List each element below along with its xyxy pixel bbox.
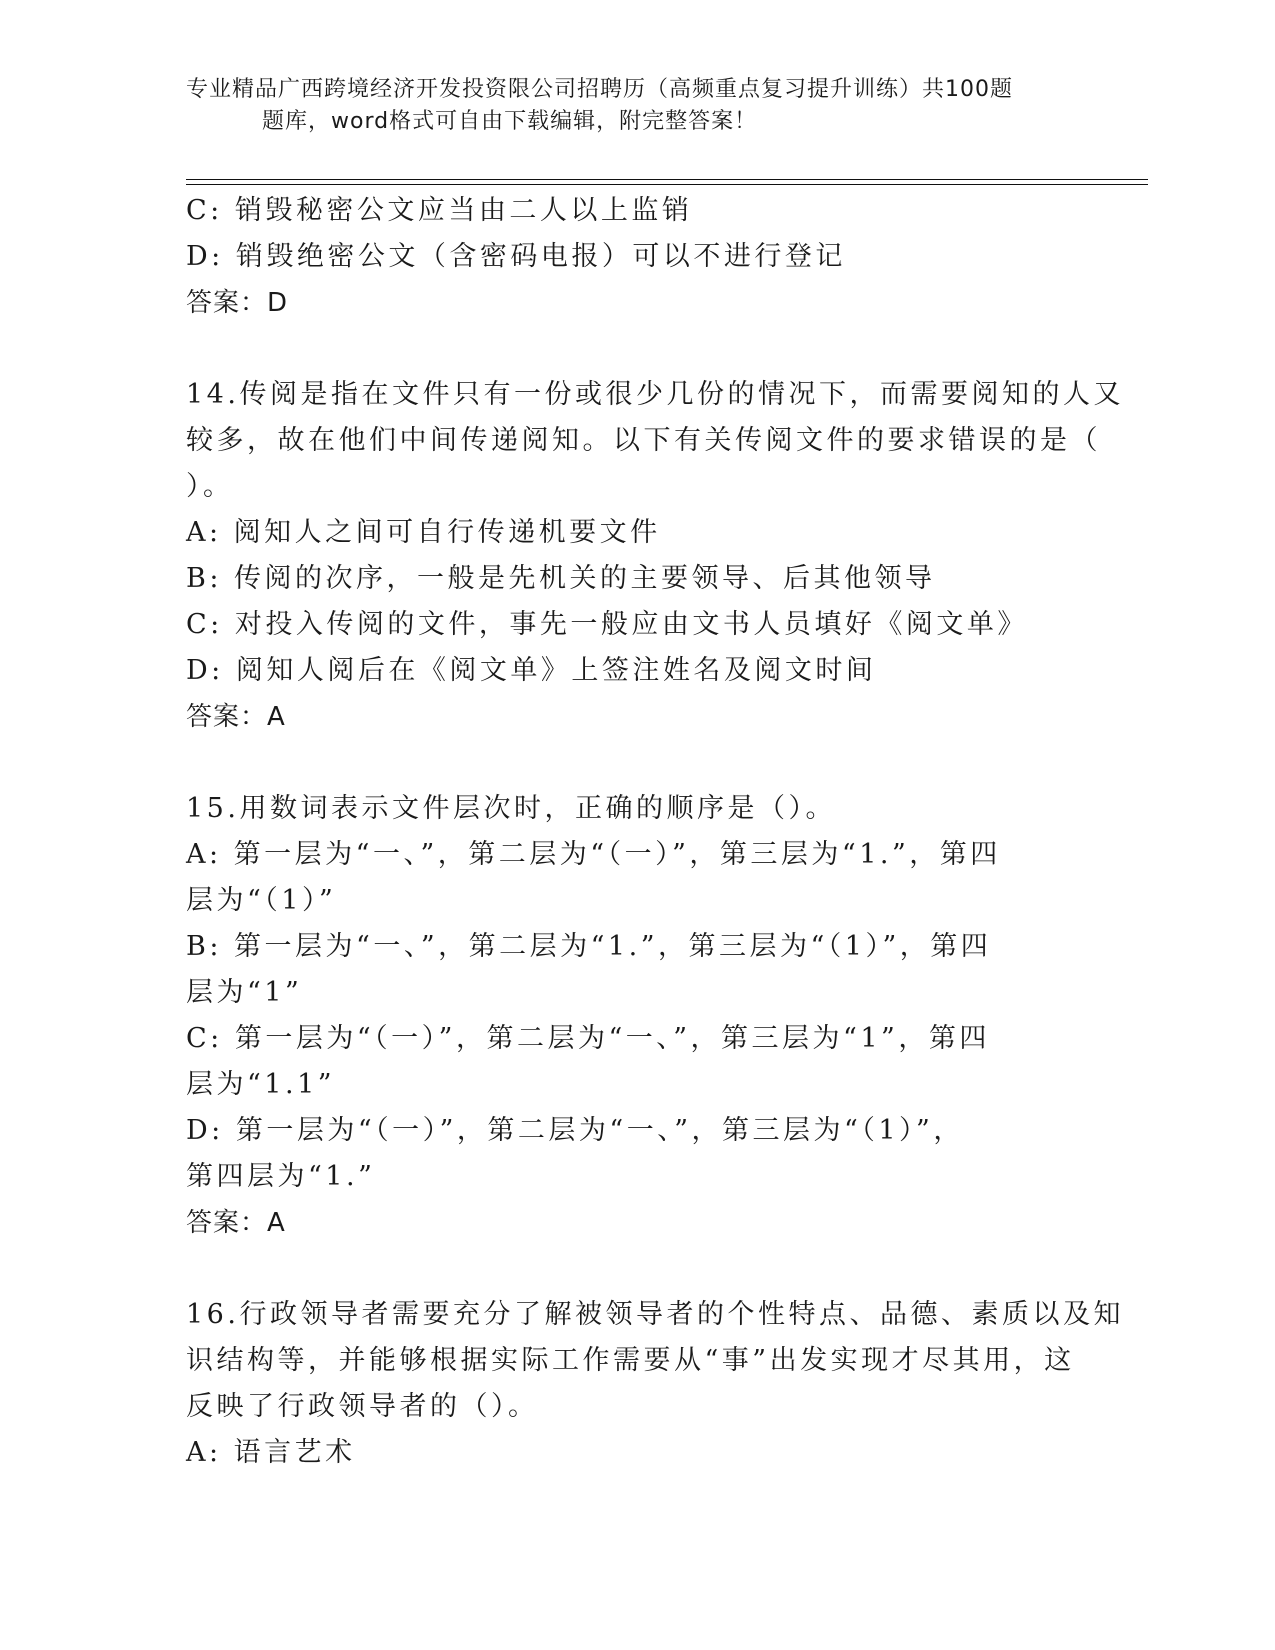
q15-option-a-line-1: A: 第一层为“一、”，第二层为“（一）”，第三层为“1.”，第四: [186, 839, 1001, 870]
header-divider-top: [186, 179, 1148, 180]
q16-option-a: A: 语言艺术: [186, 1437, 356, 1468]
q16-stem-line-1: 16.行政领导者需要充分了解被领导者的个性特点、品德、素质以及知: [186, 1299, 1124, 1330]
q14-option-c: C: 对投入传阅的文件，事先一般应由文书人员填好《阅文单》: [186, 609, 1028, 640]
document-body: [186, 188, 1124, 1476]
question-spacer: [186, 1246, 1086, 1292]
q15-option-b-line-1: B: 第一层为“一、”，第二层为“1.”，第三层为“（1）”，第四: [186, 931, 992, 962]
q14-option-a: A: 阅知人之间可自行传递机要文件: [186, 517, 661, 548]
q15-option-a-line-2: 层为“（1）”: [186, 885, 337, 916]
header-title-line-2: 题库，word格式可自由下载编辑，附完整答案！: [262, 109, 758, 134]
header-title-line-1: 专业精品广西跨境经济开发投资限公司招聘历（高频重点复习提升训练）共100题: [186, 77, 1013, 102]
q15-option-c-line-1: C: 第一层为“（一）”，第二层为“一、”，第三层为“1”，第四: [186, 1023, 990, 1054]
q15-option-d-line-2: 第四层为“1.”: [186, 1161, 376, 1192]
q13-answer: 答案：D: [186, 288, 289, 318]
q15-option-d-line-1: D: 第一层为“（一）”，第二层为“一、”，第三层为“（1）”，: [186, 1115, 964, 1146]
header-divider-bottom: [186, 184, 1148, 185]
q14-option-d: D: 阅知人阅后在《阅文单》上签注姓名及阅文时间: [186, 655, 877, 686]
page-header: [186, 74, 1086, 138]
q14-answer: 答案：A: [186, 702, 286, 732]
q15-answer: 答案：A: [186, 1208, 286, 1238]
q16-stem-line-2: 识结构等，并能够根据实际工作需要从“事”出发实现才尽其用，这: [186, 1345, 1075, 1376]
q15-stem: 15.用数词表示文件层次时，正确的顺序是（）。: [186, 793, 836, 824]
q14-stem-line-2: 较多，故在他们中间传递阅知。以下有关传阅文件的要求错误的是（: [186, 425, 1101, 456]
q13-option-d: D: 销毁绝密公文（含密码电报）可以不进行登记: [186, 241, 846, 272]
q15-option-c-line-2: 层为“1.1”: [186, 1069, 336, 1100]
q14-option-b: B: 传阅的次序，一般是先机关的主要领导、后其他领导: [186, 563, 936, 594]
question-spacer: [186, 740, 1086, 786]
q15-option-b-line-2: 层为“1”: [186, 977, 303, 1008]
q16-stem-line-3: 反映了行政领导者的（）。: [186, 1391, 539, 1422]
question-spacer: [186, 326, 1086, 372]
q14-stem-line-3: ）。: [186, 471, 234, 502]
q14-stem-line-1: 14.传阅是指在文件只有一份或很少几份的情况下，而需要阅知的人又: [186, 379, 1124, 410]
q13-option-c: C: 销毁秘密公文应当由二人以上监销: [186, 195, 693, 226]
